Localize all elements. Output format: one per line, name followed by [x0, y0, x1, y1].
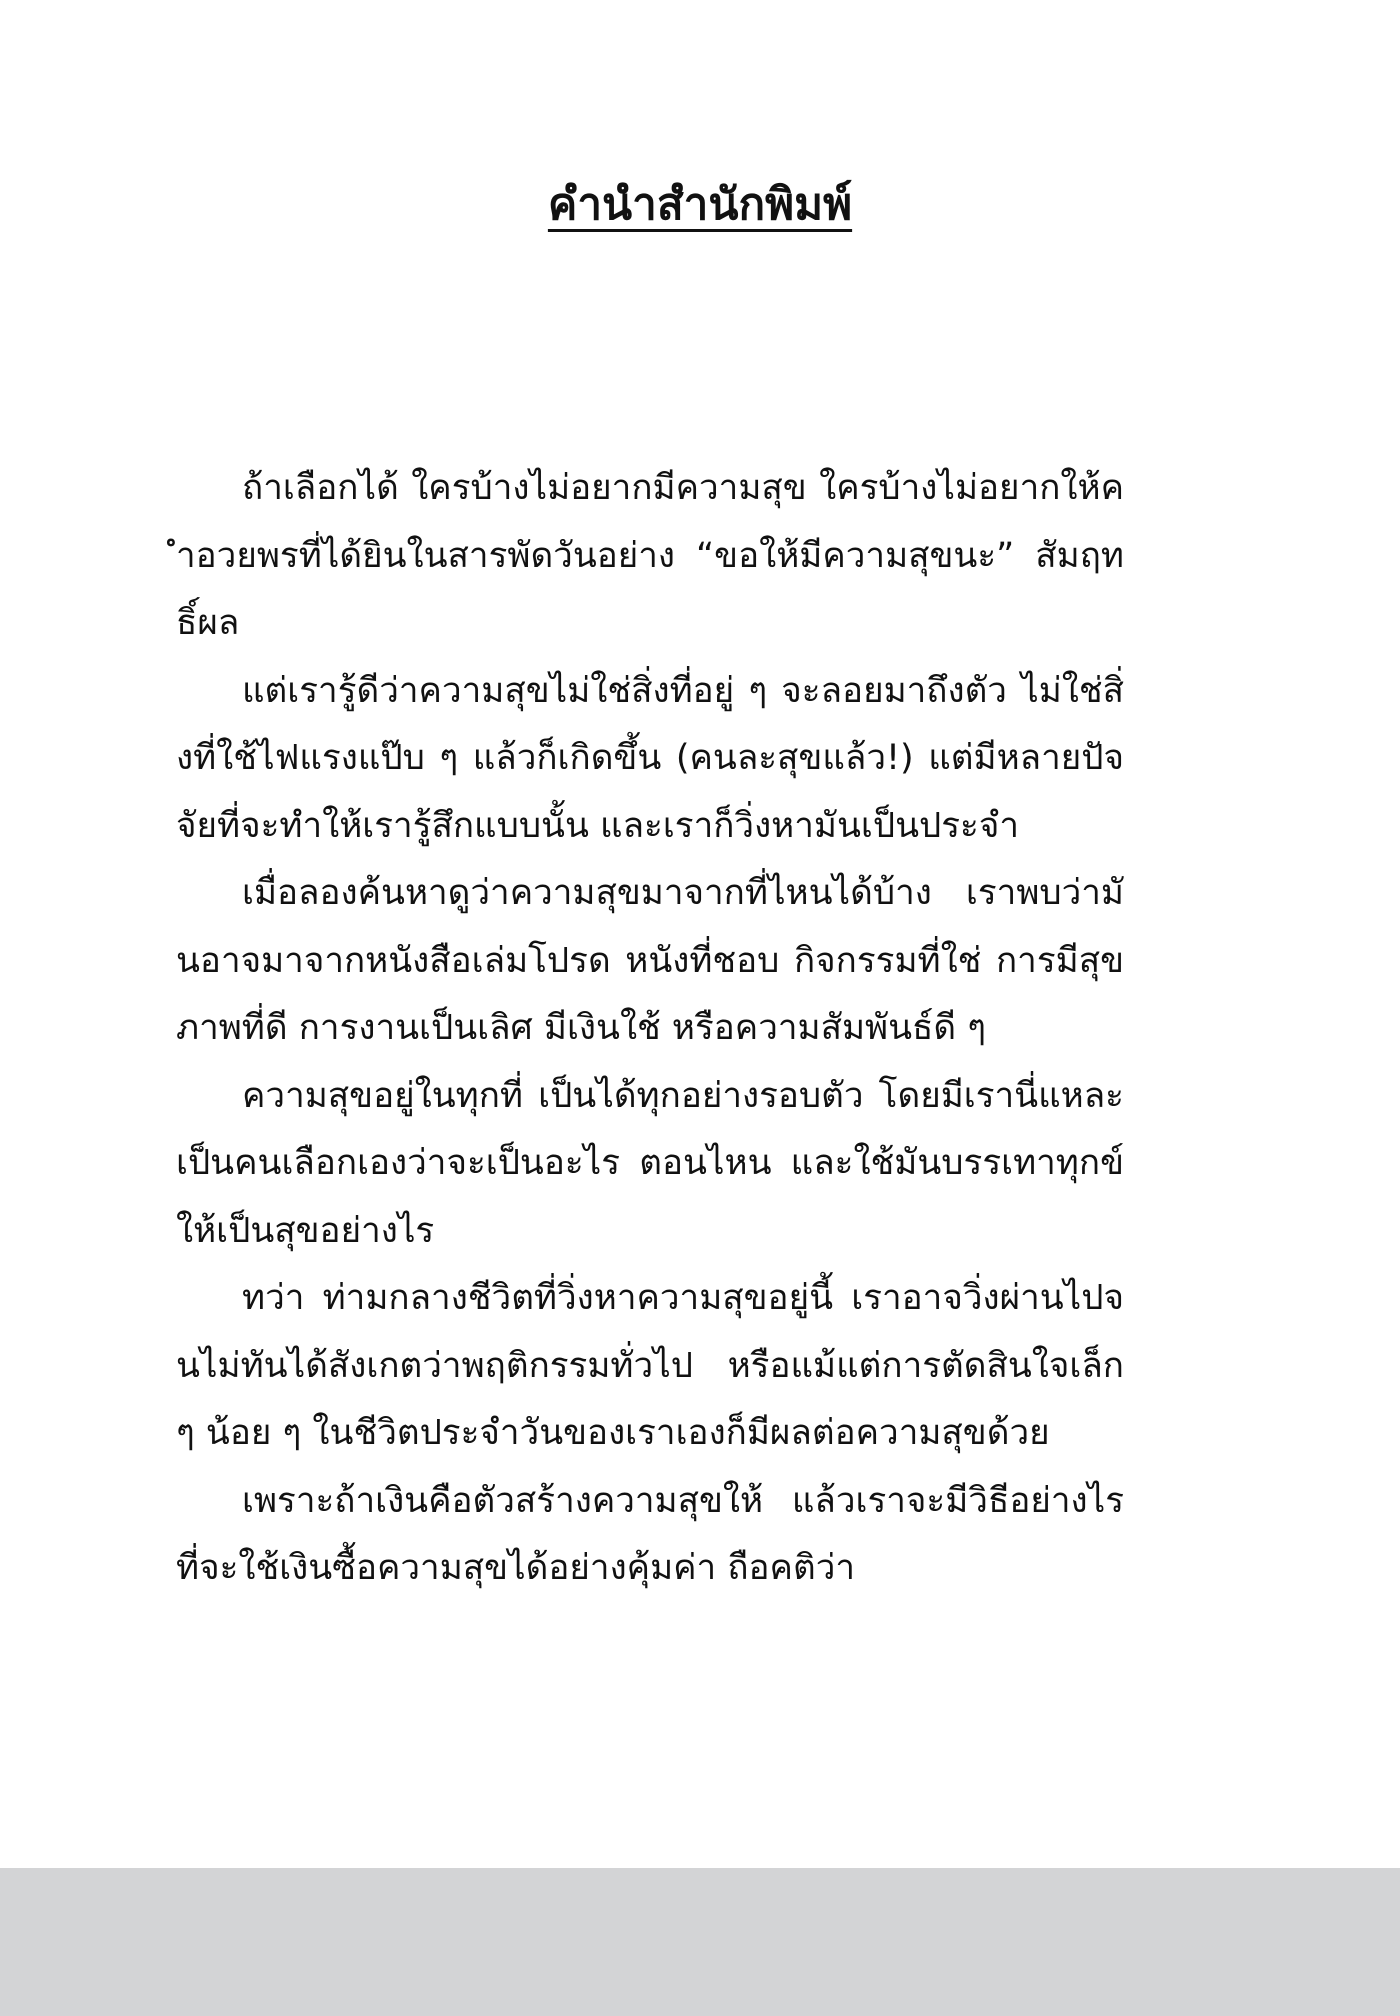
page-title-text: คำนำสำนักพิมพ์ — [547, 179, 853, 230]
page-title — [0, 170, 1400, 240]
paragraph-6: เพราะถ้าเงินคือตัวสร้างความสุขให้ แล้วเราจะมีวิธีอย่างไรที่จะใช้เงินซื้อความสุขได้อย่างคุ้มค่า ถือคติว่า — [176, 1480, 1124, 1588]
bottom-margin-band — [0, 1868, 1400, 2016]
paragraph-3: เมื่อลองค้นหาดูว่าความสุขมาจากที่ไหนได้บ้าง เราพบว่ามันอาจมาจากหนังสือเล่มโปรด หนังที่ชอบ กิจกรรมที่ใช่ การมีสุขภาพที่ดี การงานเป็นเลิศ มีเงินใช้ หรือความสัมพันธ์ดี ๆ — [176, 873, 1124, 1048]
paragraph-1: ถ้าเลือกได้ ใครบ้างไม่อยากมีความสุข ใครบ้างไม่อยากให้คำอวยพรที่ได้ยินในสารพัดวันอย่าง “ขอให้มีความสุขนะ” สัมฤทธิ์ผล — [176, 468, 1124, 643]
paragraph-2: แต่เรารู้ดีว่าความสุขไม่ใช่สิ่งที่อยู่ ๆ จะลอยมาถึงตัว ไม่ใช่สิ่งที่ใช้ไฟแรงแป๊บ ๆ แล้วก็เกิดขึ้น (คนละสุขแล้ว!) แต่มีหลายปัจจัยที่จะทำให้เรารู้สึกแบบนั้น และเราก็วิ่งหามันเป็นประจำ — [176, 670, 1124, 846]
paragraph-5: ทว่า ท่ามกลางชีวิตที่วิ่งหาความสุขอยู่นี้ เราอาจวิ่งผ่านไปจนไม่ทันได้สังเกตว่าพฤติกรรมทั่วไป หรือแม้แต่การตัดสินใจเล็ก ๆ น้อย ๆ ในชีวิตประจำวันของเราเองก็มีผลต่อความสุขด้วย — [176, 1278, 1124, 1453]
paragraph-4: ความสุขอยู่ในทุกที่ เป็นได้ทุกอย่างรอบตัว โดยมีเรานี่แหละเป็นคนเลือกเองว่าจะเป็นอะไร ตอนไหน และใช้มันบรรเทาทุกข์ให้เป็นสุขอย่างไร — [176, 1075, 1124, 1251]
body-text — [176, 455, 1124, 1603]
